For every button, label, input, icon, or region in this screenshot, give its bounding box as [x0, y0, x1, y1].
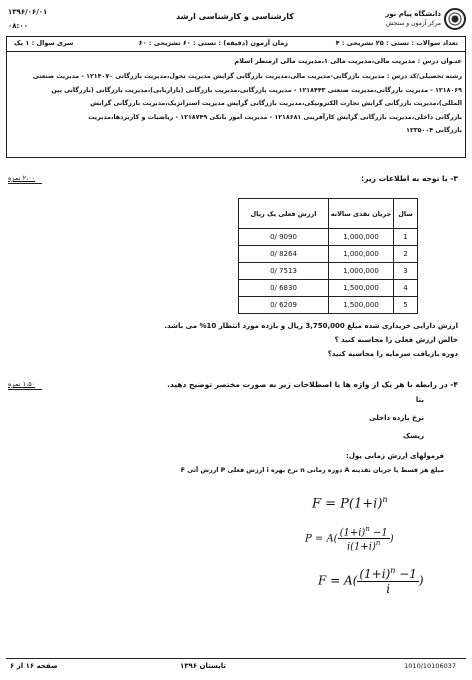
footer-page-number: صفحه ۱۶ از ۶	[10, 662, 58, 670]
table-cell: 1,000,000	[329, 263, 394, 280]
exam-time-code: ۰۸:۰۰	[8, 22, 28, 30]
exam-title: کارشناسی و کارشناسی ارشد	[176, 12, 294, 21]
exam-duration: زمان آزمون (دقیقه) : تستی : ۶۰ تشریحی : ۶۰	[138, 39, 288, 47]
table-row	[239, 280, 418, 297]
university-subtitle: مرکز آزمون و سنجش	[386, 20, 441, 27]
annuity-future-value-formula: F = A( $\frac{(1+i)^n -1}{i}$ )	[318, 566, 424, 596]
university-logo	[385, 8, 466, 32]
field-line: ۱۲۱۸۰۶۹ - مدیریت بازرگانی،مدیریت صنعتی ۱۲۱۸۴۴۳ - مدیریت بازرگانی،مدیریت بازرگانی (بازاریابی)،مدیریت بازرگانی (بازرگانی بین	[51, 86, 462, 94]
field-course-codes	[12, 70, 462, 138]
field-line: بازرگانی ۱۲۳۵۰۰۴	[406, 127, 462, 134]
table-cell: 0/ 6209	[239, 297, 329, 314]
table-cell: 2	[394, 246, 418, 263]
question-series: سری سوال : ۱ یک	[14, 39, 74, 47]
table-row	[239, 297, 418, 314]
table-cell: 1,000,000	[329, 246, 394, 263]
table-row	[239, 229, 418, 246]
q4-prompt: ۴- در رابطه با هر یک از واژه ها یا اصطلاحات زیر به صورت مختصر توضیح دهید.	[167, 380, 458, 389]
table-row	[239, 263, 418, 280]
formula-heading: فرمولهای ارزش زمانی پول:	[346, 452, 444, 460]
table-cell: 1,500,000	[329, 280, 394, 297]
course-title: عنـوان درس : مدیریت مالی،مدیریت مالی ۱،مدیریت مالی ازمنظر اسلام	[234, 57, 462, 65]
table-cell: 0/ 7513	[239, 263, 329, 280]
table-row	[239, 246, 418, 263]
footer-term: تابستان ۱۳۹۶	[180, 662, 226, 670]
q4-term: بتا	[415, 396, 424, 404]
table-cell: 0/ 9090	[239, 229, 329, 246]
table-cell: 5	[394, 297, 418, 314]
table-cell: 3	[394, 263, 418, 280]
q3-asset-value: ارزش دارایی خریداری شده مبلغ 3,750,000 ریال و بازده مورد انتظار 10% می باشد.	[164, 322, 458, 330]
q4-term: نرخ بازده داخلی	[369, 414, 424, 422]
score-divider	[8, 389, 42, 390]
col-header-cash-flow: جریان نقدی سالانه	[329, 199, 394, 229]
q3-npv-question: خالص ارزش فعلی را محاسبه کنید ؟	[334, 336, 458, 344]
field-line: المللی)،مدیریت بازرگانی گرایش تجارت الکترونیکی،مدیریت بازرگانی گرایش مدیریت استراتژیک،مدیریت بازرگانی گرایش	[90, 100, 462, 107]
annuity-present-value-formula: P = A( $\frac{(1+i)^n -1}{i(1+i)^n}$ )	[305, 525, 394, 553]
exam-info-row	[6, 36, 466, 52]
footer-exam-code: 1010/10106037	[404, 662, 456, 670]
score-divider	[8, 183, 42, 184]
footer-divider	[6, 658, 466, 659]
table-header-row	[239, 199, 418, 229]
table-cell: 4	[394, 280, 418, 297]
logo-emblem-icon	[444, 8, 466, 30]
q3-score: ۲،۰۰ نمره	[8, 174, 36, 182]
question-count: تعداد سوالات : تستی : ۲۵ تشریحی : ۴	[335, 39, 458, 47]
field-line: رشته تحصیلی/کد درس : مدیریت بازرگانی-مدیریت مالی،مدیریت بازرگانی گرایش مدیریت تحول،مدیریت بازرگانی ۱۲۱۴۰۷۰ - مدیریت صنعتی	[32, 73, 462, 80]
q3-prompt: ۳- با توجه به اطلاعات زیر:	[361, 174, 458, 183]
university-name: دانشگاه پیام نور	[385, 10, 441, 18]
q3-payback-question: دوره بازیافت سرمایه را محاسبه کنید؟	[327, 350, 458, 358]
table-cell: 1,500,000	[329, 297, 394, 314]
q4-score: ۱،۵۰ نمره	[8, 380, 36, 388]
field-line: بازرگانی داخلی،مدیریت بازرگانی گرایش کارآفرینی ۱۲۱۸۶۸۱ - مدیریت امور بانکی ۱۲۱۸۷۴۹ - ریاضیات و کاربردها،مدیریت	[88, 113, 462, 121]
table-cell: 0/ 6830	[239, 280, 329, 297]
q4-term: ریسک	[403, 432, 424, 440]
future-value-formula: $F = P(1+i)^n$	[312, 495, 388, 512]
exam-date: ۱۳۹۶/۰۶/۰۱	[8, 8, 48, 16]
col-header-present-value: ارزش فعلی یک ریال	[239, 199, 329, 229]
cash-flow-table	[238, 198, 418, 314]
formula-legend: F ارزش آتی P ارزش فعلی i نرخ بهره n دوره زمانی A مبلغ هر قسط یا جریان نقدینه	[180, 467, 444, 474]
table-cell: 1,000,000	[329, 229, 394, 246]
table-cell: 1	[394, 229, 418, 246]
col-header-year: سال	[394, 199, 418, 229]
table-cell: 0/ 8264	[239, 246, 329, 263]
